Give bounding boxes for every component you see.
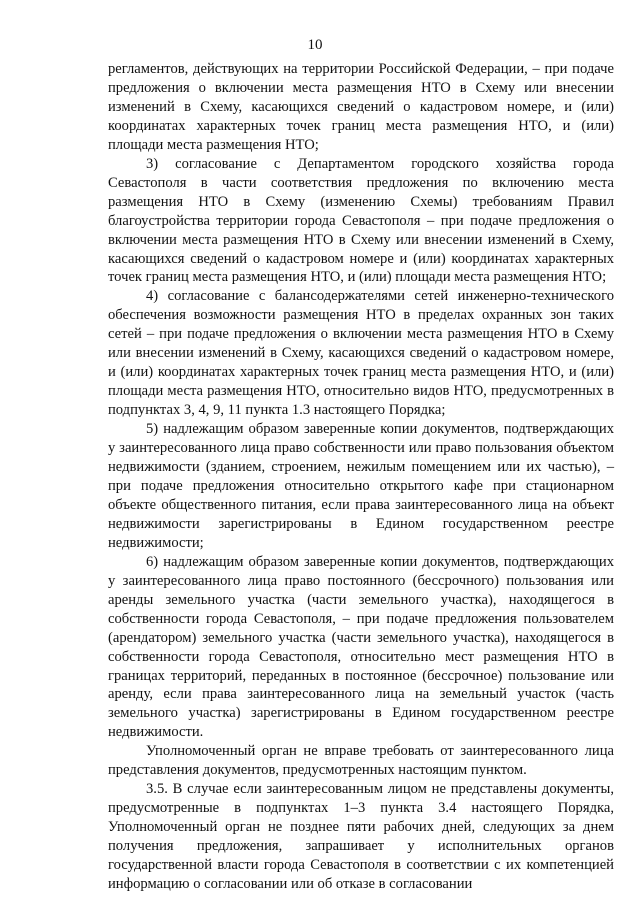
paragraph-authority-note: Уполномоченный орган не вправе требовать от заинтересованного лица представления документов, предусмотренных настоящим пунктом. <box>108 743 614 779</box>
paragraph-continuation: регламентов, действующих на территории Российской Федерации, – при подаче предложения о включении места размещения НТО в Схему или внесении изменений в Схему, касающихся сведений о кадастровом номере, и (или) координатах характерных точек границ места размещения НТО, и (или) площади места размещения НТО; <box>108 61 614 153</box>
document-body <box>108 60 614 894</box>
paragraph-item-4: 4) согласование с балансодержателями сетей инженерно-технического обеспечения возможности размещения НТО в пределах охранных зон таких сетей – при подаче предложения о включении места размещения НТО в Схему или внесении изменений в Схему, касающихся сведений о кадастровом номере, и (или) координатах характерных точек границ места размещения НТО, и (или) площади места размещения НТО, относительно видов НТО, предусмотренных в подпунктах 3, 4, 9, 11 пункта 1.3 настоящего Порядка; <box>108 288 614 419</box>
paragraph-item-3: 3) согласование с Департаментом городского хозяйства города Севастополя в части соответствия предложения по включению места размещения НТО в Схему (изменению Схемы) требованиям Правил благоустройства территории города Севастополя – при подаче предложения о включении места размещения НТО в Схему или внесении изменений в Схему, касающихся сведений о кадастровом номере и (или) координатах характерных точек границ места размещения НТО, и (или) площади места размещения НТО; <box>108 155 614 286</box>
page-number: 10 <box>307 37 323 53</box>
paragraph-item-6: 6) надлежащим образом заверенные копии документов, подтверждающих у заинтересованного лица право постоянного (бессрочного) пользования или аренды земельного участка (части земельного участка), находящегося в собственности города Севастополя, – при подаче предложения пользователем (арендатором) земельного участка (части земельного участка), находящегося в собственности города Севастополя, относительно мест размещения НТО в границах территорий, переданных в постоянное (бессрочное) пользование или аренду, если права заинтересованного лица на земельный участок (часть земельного участка) зарегистрированы в Едином государственном реестре недвижимости. <box>108 553 614 741</box>
paragraph-section-3-5: 3.5. В случае если заинтересованным лицом не представлены документы, предусмотренные в подпунктах 1–3 пункта 3.4 настоящего Порядка, Уполномоченный орган не позднее пяти рабочих дней, следующих за днем получения предложения, запрашивает у исполнительных органов государственной власти города Севастополя в соответствии с их компетенцией информацию о согласовании или об отказе в согласовании <box>108 781 614 892</box>
paragraph-item-5: 5) надлежащим образом заверенные копии документов, подтверждающих у заинтересованного лица право собственности или право пользования объектом недвижимости (зданием, строением, нежилым помещением или их частью), – при подаче предложения относительно открытого кафе при стационарном объекте общественного питания, если права заинтересованного лица на объект недвижимости зарегистрированы в Едином государственном реестре недвижимости; <box>108 421 614 551</box>
